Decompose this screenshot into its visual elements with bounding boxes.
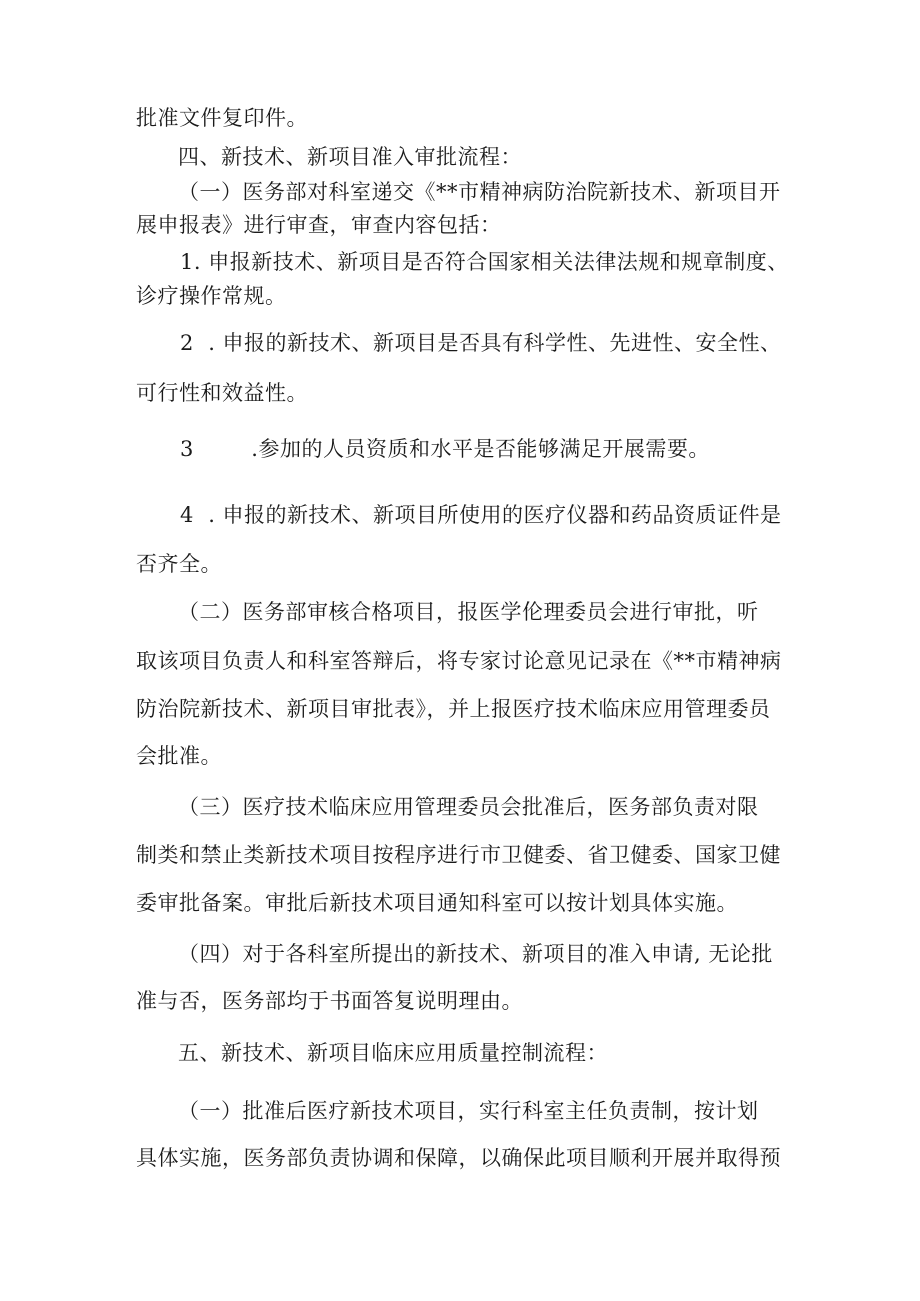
text-line: 具体实施，医务部负责协调和保障，以确保此项目顺利开展并取得预 (136, 1146, 781, 1170)
text-line: 否齐全。 (136, 552, 222, 576)
text-line: （一）批准后医疗新技术项目，实行科室主任负责制，按计划 (178, 1099, 759, 1123)
section-heading: 五、新技术、新项目临床应用质量控制流程： (178, 1041, 608, 1065)
text-line: 3 .参加的人员资质和水平是否能够满足开展需要。 (180, 437, 710, 461)
text-line: （二）医务部审核合格项目，报医学伦理委员会进行审批，听 (178, 600, 759, 624)
text-line: 取该项目负责人和科室答辩后，将专家讨论意见记录在《**市精神病 (136, 649, 782, 673)
text-line: 委审批备案。审批后新技术项目通知科室可以按计划具体实施。 (136, 891, 738, 915)
text-line: 1. 申报新技术、新项目是否符合国家相关法律法规和规章制度、 (180, 250, 789, 274)
text-line: （四）对于各科室所提出的新技术、新项目的准入申请, 无论批 (178, 942, 773, 966)
text-line: 准与否，医务部均于书面答复说明理由。 (136, 989, 523, 1013)
text-line: 防治院新技术、新项目审批表》，并上报医疗技术临床应用管理委员 (136, 697, 771, 721)
section-heading: 四、新技术、新项目准入审批流程： (178, 145, 522, 169)
text-line: 诊疗操作常规。 (136, 284, 287, 308)
text-line: 制类和禁止类新技术项目按程序进行市卫健委、省卫健委、国家卫健 (136, 843, 781, 867)
text-line: 4 . 申报的新技术、新项目所使用的医疗仪器和药品资质证件是 (180, 503, 782, 527)
text-line: （三）医疗技术临床应用管理委员会批准后，医务部负责对限 (178, 795, 759, 819)
text-line: 批准文件复印件。 (136, 106, 308, 130)
text-line: （一）医务部对科室递交《**市精神病防治院新技术、新项目开 (178, 180, 781, 204)
text-line: 会批准。 (136, 744, 222, 768)
text-line: 展申报表》进行审查，审查内容包括： (136, 213, 502, 237)
text-line: 2 . 申报的新技术、新项目是否具有科学性、先进性、安全性、 (180, 331, 782, 355)
text-line: 可行性和效益性。 (136, 381, 308, 405)
